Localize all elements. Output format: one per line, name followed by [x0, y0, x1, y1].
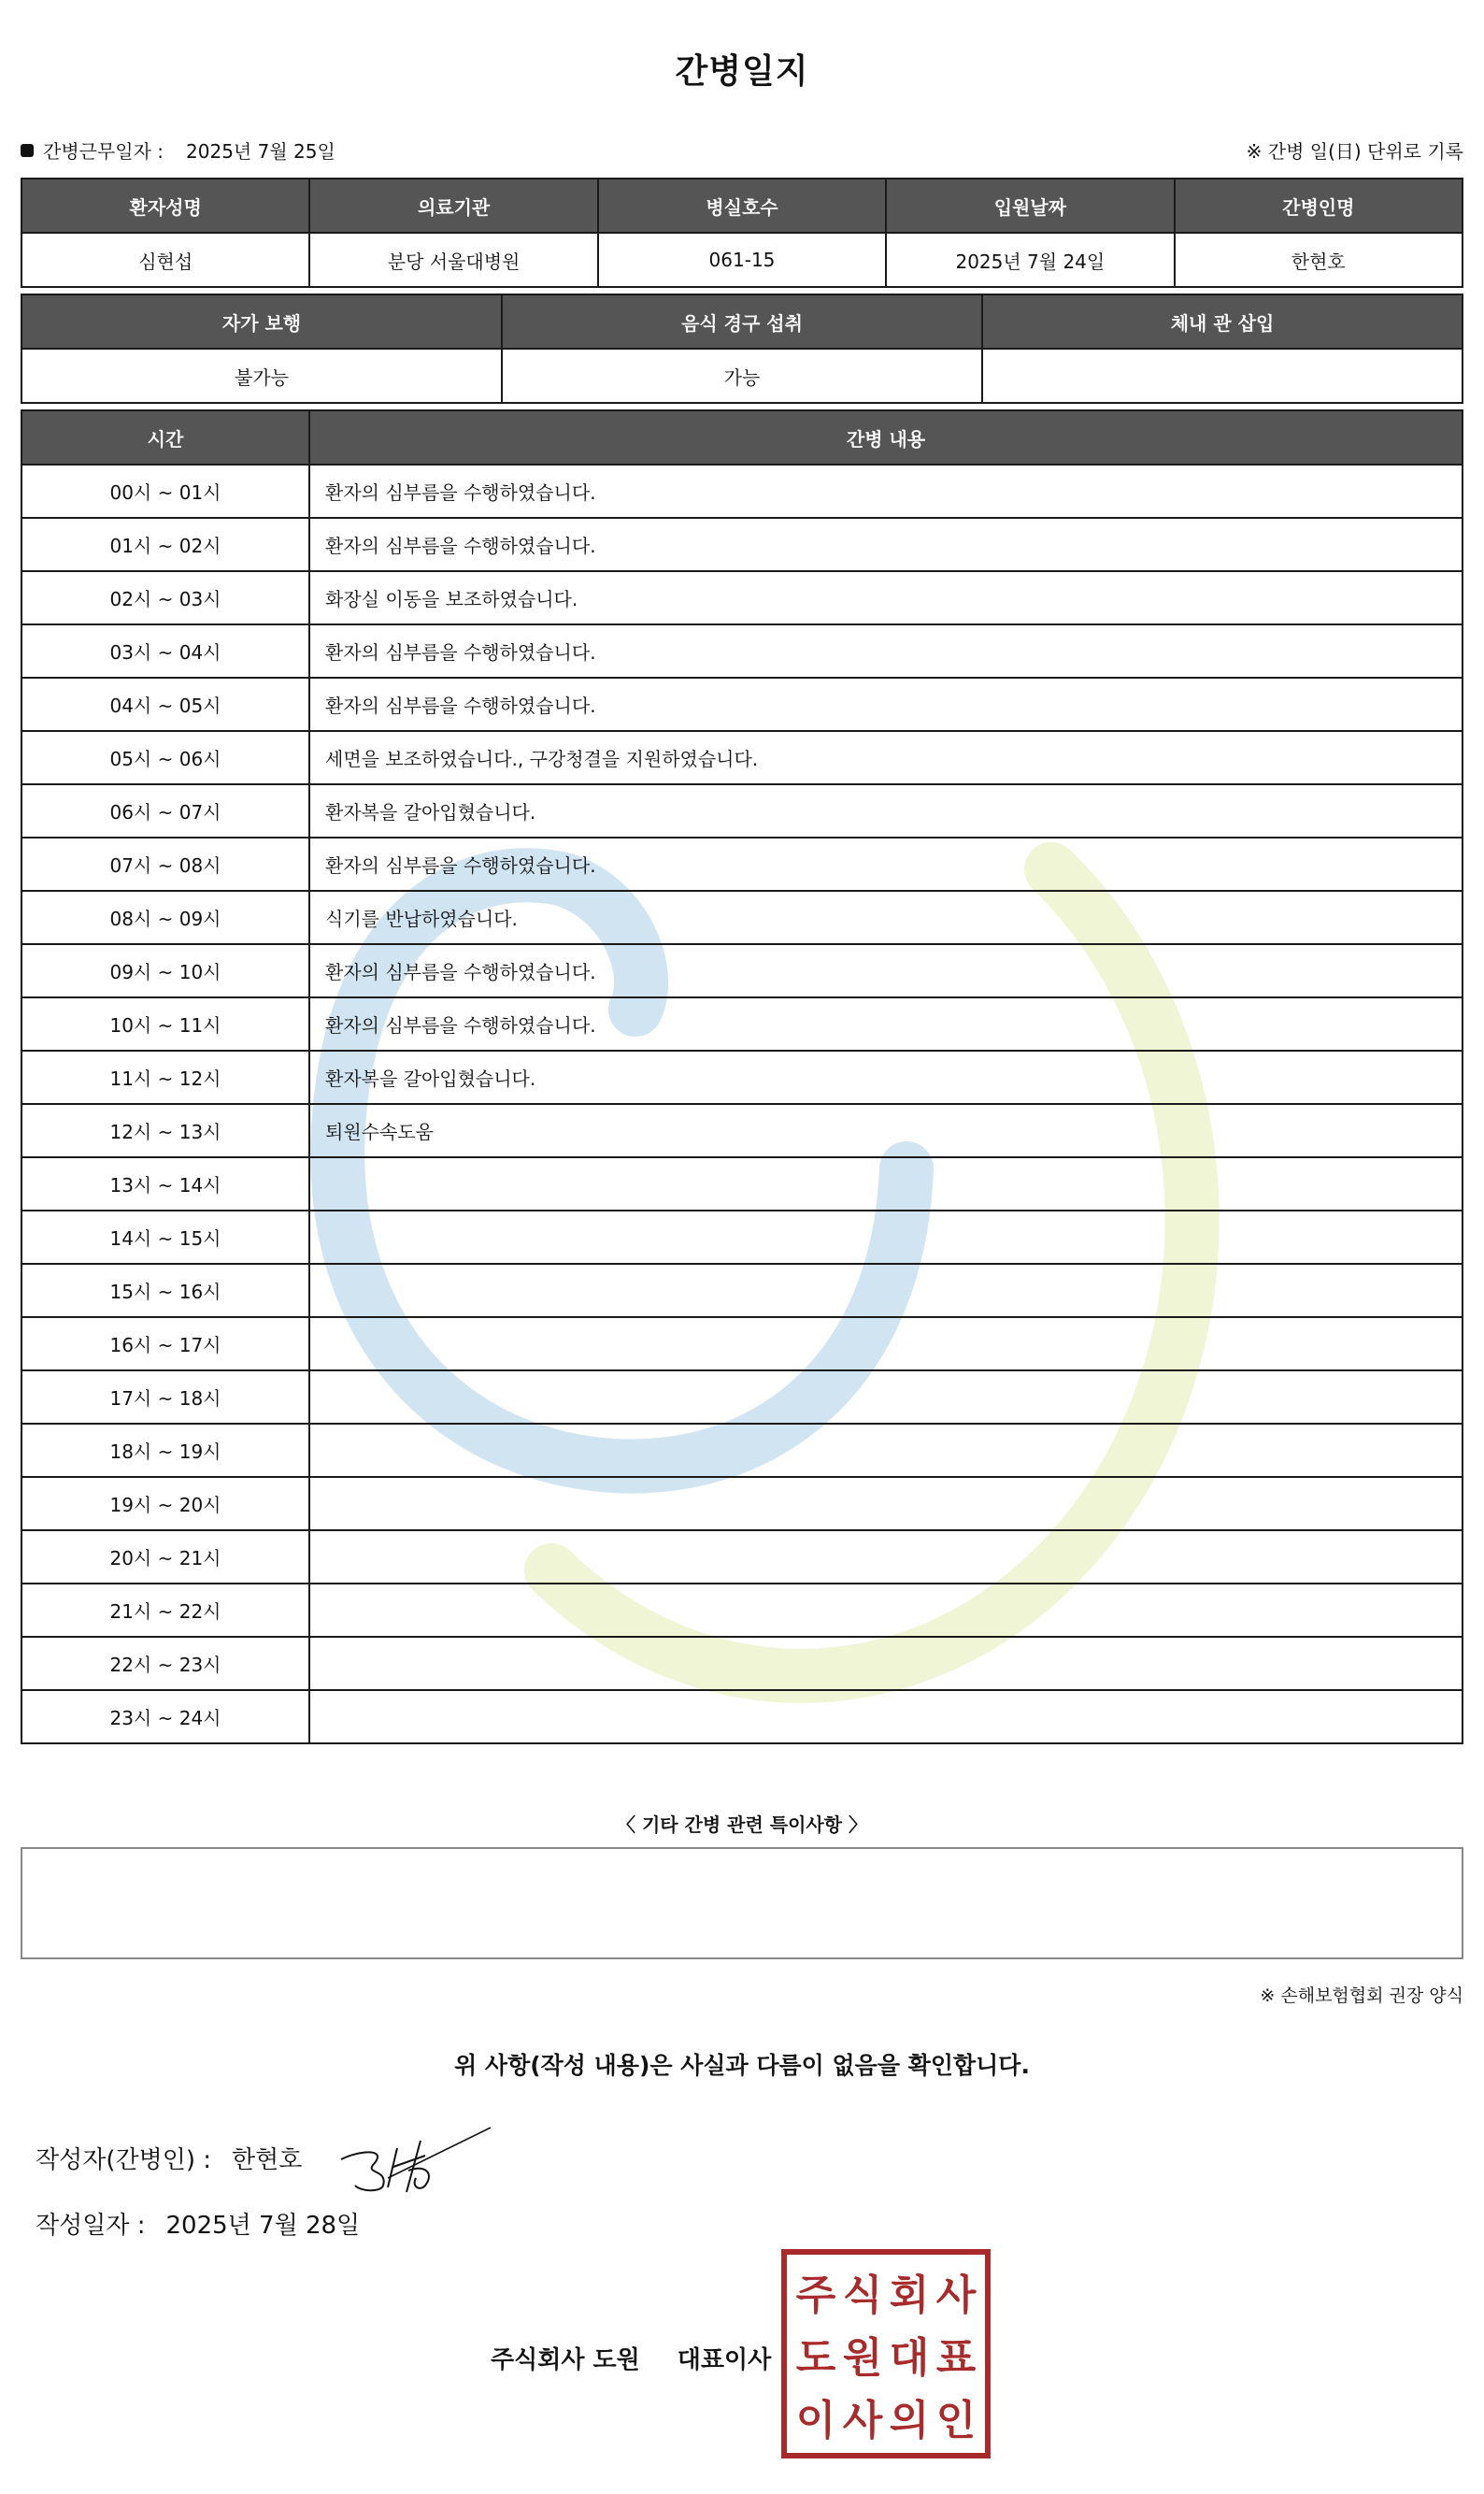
care-log-content — [309, 1584, 1463, 1637]
care-log-time: 20시 ~ 21시 — [21, 1530, 309, 1584]
admission-date: 2025년 7월 24일 — [886, 233, 1174, 287]
notes-title: 〈 기타 간병 관련 특이사항 〉 — [616, 1813, 867, 1836]
care-log-time: 18시 ~ 19시 — [21, 1424, 309, 1477]
care-log-row — [21, 1637, 1463, 1690]
care-log-content: 환자의 심부름을 수행하였습니다. — [309, 997, 1463, 1051]
care-log-time: 21시 ~ 22시 — [21, 1584, 309, 1637]
recommended-form-note: ※ 손해보험협회 권장 양식 — [1260, 1985, 1463, 2006]
care-log-row — [21, 1477, 1463, 1530]
header-care-content: 간병 내용 — [309, 410, 1463, 465]
care-log-row — [21, 1530, 1463, 1584]
care-log-content — [309, 1530, 1463, 1584]
patient-info-header-row — [21, 179, 1463, 233]
page-title: 간병일지 — [675, 52, 809, 91]
work-date-value: 2025년 7월 25일 — [186, 140, 335, 163]
care-log-row — [21, 1317, 1463, 1370]
care-log-content: 퇴원수속도움 — [309, 1104, 1463, 1157]
seal-char: 회 — [889, 2272, 930, 2320]
care-log-time: 09시 ~ 10시 — [21, 944, 309, 997]
company-row — [491, 2341, 771, 2375]
seal-char: 표 — [935, 2333, 977, 2382]
care-log-content — [309, 1477, 1463, 1530]
seal-char: 인 — [935, 2396, 977, 2444]
care-log-content — [309, 1264, 1463, 1317]
write-date-row — [36, 2206, 360, 2241]
care-log-row — [21, 838, 1463, 891]
header-room-number: 병실호수 — [598, 179, 886, 233]
header-hospital: 의료기관 — [309, 179, 597, 233]
care-log-time: 19시 ~ 20시 — [21, 1477, 309, 1530]
care-log-content — [309, 1637, 1463, 1690]
care-log-table — [21, 409, 1463, 1744]
header-self-walking: 자가 보행 — [21, 294, 502, 349]
write-date-value: 2025년 7월 28일 — [165, 2212, 361, 2240]
patient-info-table — [21, 178, 1463, 288]
care-log-time: 16시 ~ 17시 — [21, 1317, 309, 1370]
patient-name: 심현섭 — [21, 233, 309, 287]
care-log-time: 12시 ~ 13시 — [21, 1104, 309, 1157]
care-log-time: 06시 ~ 07시 — [21, 784, 309, 838]
ability-header-row — [21, 294, 1463, 349]
header-patient-name: 환자성명 — [21, 179, 309, 233]
care-log-row — [21, 571, 1463, 624]
ability-table — [21, 294, 1463, 404]
care-log-time: 22시 ~ 23시 — [21, 1637, 309, 1690]
care-log-row — [21, 1104, 1463, 1157]
care-log-row — [21, 731, 1463, 784]
care-log-time: 23시 ~ 24시 — [21, 1690, 309, 1743]
header-tube-insertion: 체내 관 삽입 — [982, 294, 1463, 349]
oral-intake-value: 가능 — [502, 349, 982, 403]
company-name: 주식회사 도원 — [491, 2346, 640, 2374]
care-log-time: 13시 ~ 14시 — [21, 1157, 309, 1211]
writer-row — [36, 2141, 302, 2175]
care-log-row — [21, 1584, 1463, 1637]
ceo-title: 대표이사 — [677, 2346, 772, 2374]
care-log-time: 11시 ~ 12시 — [21, 1051, 309, 1104]
care-log-content — [309, 1317, 1463, 1370]
header-admission-date: 입원날짜 — [886, 179, 1174, 233]
care-log-time: 00시 ~ 01시 — [21, 465, 309, 518]
seal-char: 주 — [795, 2272, 836, 2320]
care-log-row — [21, 1424, 1463, 1477]
care-log-row — [21, 891, 1463, 944]
care-log-time: 17시 ~ 18시 — [21, 1370, 309, 1424]
notes-box — [21, 1847, 1463, 1959]
care-log-content: 환자의 심부름을 수행하였습니다. — [309, 944, 1463, 997]
care-log-content: 화장실 이동을 보조하였습니다. — [309, 571, 1463, 624]
confirmation-statement: 위 사항(작성 내용)은 사실과 다름이 없음을 확인합니다. — [454, 2052, 1030, 2079]
seal-char: 도 — [795, 2333, 836, 2382]
care-log-row — [21, 1370, 1463, 1424]
care-log-row — [21, 1264, 1463, 1317]
tube-insertion-value — [982, 349, 1463, 403]
seal-char: 의 — [889, 2396, 930, 2444]
seal-char: 식 — [842, 2272, 883, 2320]
write-date-label: 작성일자 : — [36, 2212, 146, 2240]
care-log-content: 세면을 보조하였습니다., 구강청결을 지원하였습니다. — [309, 731, 1463, 784]
care-log-content: 환자의 심부름을 수행하였습니다. — [309, 465, 1463, 518]
care-log-time: 04시 ~ 05시 — [21, 678, 309, 731]
care-log-content — [309, 1211, 1463, 1264]
care-log-content: 환자의 심부름을 수행하였습니다. — [309, 624, 1463, 678]
header-caregiver-name: 간병인명 — [1175, 179, 1463, 233]
care-log-row — [21, 1690, 1463, 1743]
care-log-row — [21, 997, 1463, 1051]
company-seal — [781, 2249, 991, 2458]
work-date-label: 간병근무일자 : — [43, 140, 164, 163]
care-log-row — [21, 624, 1463, 678]
seal-char: 대 — [889, 2333, 930, 2382]
care-log-row — [21, 784, 1463, 838]
care-log-row — [21, 1051, 1463, 1104]
care-log-time: 15시 ~ 16시 — [21, 1264, 309, 1317]
care-log-time: 05시 ~ 06시 — [21, 731, 309, 784]
care-log-header-row — [21, 410, 1463, 465]
care-log-content: 환자복을 갈아입혔습니다. — [309, 784, 1463, 838]
self-walking-value: 불가능 — [21, 349, 502, 403]
care-log-content — [309, 1690, 1463, 1743]
hospital-name: 분당 서울대병원 — [309, 233, 597, 287]
care-log-content — [309, 1424, 1463, 1477]
writer-name: 한현호 — [232, 2146, 303, 2174]
care-log-time: 03시 ~ 04시 — [21, 624, 309, 678]
care-log-content — [309, 1370, 1463, 1424]
seal-char: 사 — [842, 2396, 883, 2444]
bullet-icon — [21, 144, 34, 157]
seal-char: 사 — [935, 2272, 977, 2320]
header-oral-intake: 음식 경구 섭취 — [502, 294, 982, 349]
signature-icon — [332, 2113, 500, 2197]
care-log-content: 환자복을 갈아입혔습니다. — [309, 1051, 1463, 1104]
care-log-row — [21, 465, 1463, 518]
care-log-time: 01시 ~ 02시 — [21, 518, 309, 571]
header-time: 시간 — [21, 410, 309, 465]
writer-label: 작성자(간병인) : — [36, 2146, 212, 2174]
care-log-time: 02시 ~ 03시 — [21, 571, 309, 624]
seal-char: 원 — [842, 2333, 883, 2382]
care-log-body — [21, 465, 1463, 1743]
care-log-content: 환자의 심부름을 수행하였습니다. — [309, 518, 1463, 571]
care-log-time: 10시 ~ 11시 — [21, 997, 309, 1051]
care-log-content: 환자의 심부름을 수행하였습니다. — [309, 678, 1463, 731]
care-log-row — [21, 1211, 1463, 1264]
care-log-content: 환자의 심부름을 수행하였습니다. — [309, 838, 1463, 891]
care-log-time: 14시 ~ 15시 — [21, 1211, 309, 1264]
care-log-row — [21, 944, 1463, 997]
room-number: 061-15 — [598, 233, 886, 287]
care-log-row — [21, 678, 1463, 731]
care-log-time: 07시 ~ 08시 — [21, 838, 309, 891]
ability-value-row — [21, 349, 1463, 403]
care-log-time: 08시 ~ 09시 — [21, 891, 309, 944]
care-log-row — [21, 1157, 1463, 1211]
record-unit-note: ※ 간병 일(日) 단위로 기록 — [1246, 140, 1463, 163]
caregiver-name: 한현호 — [1175, 233, 1463, 287]
care-log-content — [309, 1157, 1463, 1211]
seal-char: 이 — [795, 2396, 836, 2444]
care-log-content: 식기를 반납하였습니다. — [309, 891, 1463, 944]
patient-info-value-row — [21, 233, 1463, 287]
care-log-row — [21, 518, 1463, 571]
work-date-row — [21, 136, 335, 164]
